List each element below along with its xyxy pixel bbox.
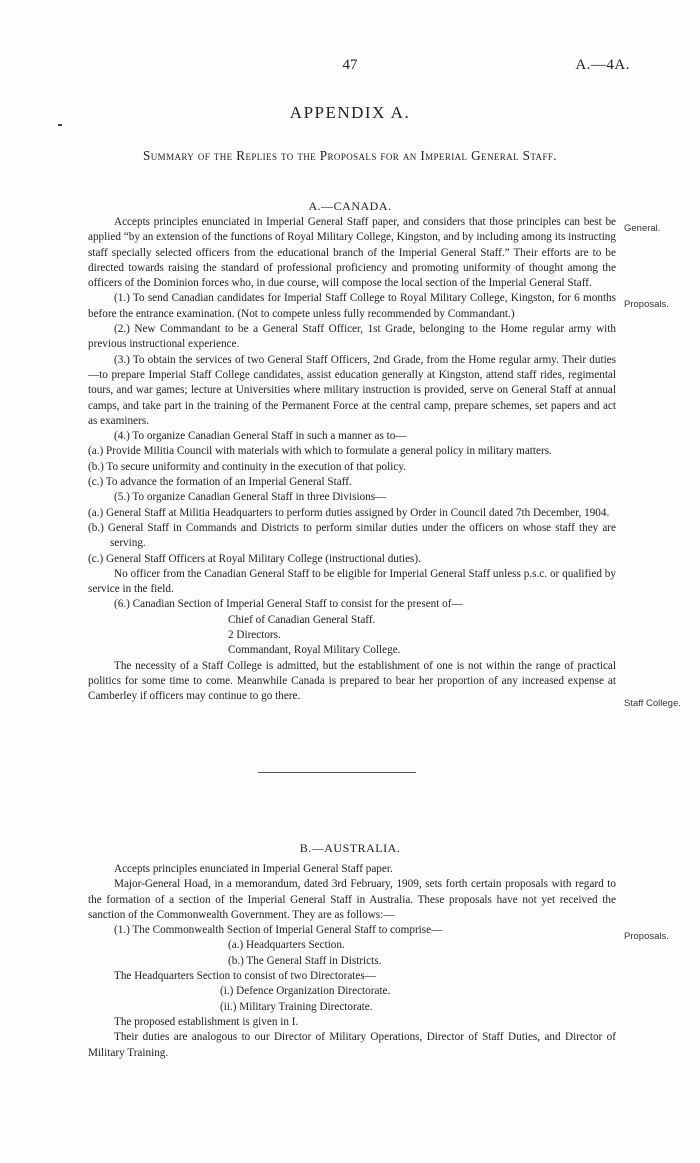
australia-section-item: (b.) The General Staff in Districts.: [228, 954, 382, 967]
australia-section-item: (a.) Headquarters Section.: [228, 939, 345, 952]
margin-note-general: General.: [624, 223, 661, 234]
summary-heading: Summary of the Replies to the Proposals for an Imperial General Staff.: [143, 148, 557, 163]
margin-note-proposals-australia: Proposals.: [624, 931, 669, 942]
australia-body: [88, 862, 616, 1061]
australia-hq: The Headquarters Section to consist of two Directorates—: [114, 970, 376, 983]
canada-proposal-4: (4.) To organize Canadian General Staff in such a manner as to—: [114, 430, 407, 443]
australia-heading: B.—AUSTRALIA.: [299, 841, 401, 855]
canada-proposal-4a: (a.) Provide Militia Council with materials with which to formulate a general policy in military matters.: [88, 445, 552, 458]
canada-intro: Accepts principles enunciated in Imperial General Staff paper, and considers that those principles can best be applied “by an extension of the functions of Royal Military College, Kingston, and by including among its instructing staff specially selected officers from the educational branch of the Imperial General Staff.” Their efforts are to be directed towards raising the standard of professional proficiency and promoting uniformity of thought among the officers of the Dominion forces who, in due course, will compose the local section of the Imperial General Staff.: [88, 216, 616, 290]
canada-proposal-5b: (b.) General Staff in Commands and Districts to perform similar duties under the officers on whose staff they are serving.: [88, 521, 616, 550]
canada-proposal-5: (5.) To organize Canadian General Staff in three Divisions—: [114, 491, 387, 504]
canada-proposal-5a: (a.) General Staff at Militia Headquarters to perform duties assigned by Order in Council dated 7th December, 1904.: [88, 506, 610, 519]
australia-establishment: The proposed establishment is given in I.: [114, 1015, 299, 1028]
australia-intro: Accepts principles enunciated in Imperial General Staff paper.: [114, 863, 393, 875]
canada-proposal-2: (2.) New Commandant to be a General Staff Officer, 1st Grade, belonging to the Home regular army with previous instructional experience.: [88, 323, 616, 351]
document-reference: A.—4A.: [575, 57, 630, 73]
canada-body: [88, 215, 616, 705]
canada-proposal-5c: (c.) General Staff Officers at Royal Military College (instructional duties).: [88, 552, 421, 565]
margin-note-proposals: Proposals.: [624, 299, 669, 310]
canada-heading: A.—CANADA.: [308, 199, 392, 213]
canada-proposal-4c: (c.) To advance the formation of an Imperial General Staff.: [88, 476, 352, 489]
canada-proposal-3: (3.) To obtain the services of two General Staff Officers, 2nd Grade, from the Home regular army. Their duties—to prepare Imperial Staff College candidates, assist education generally at Kingston, attend staff rides, regimental tours, and war games; lecture at Universities where military instruction is provided, serve on General Staff at annual camps, and take part in the training of the Permanent Force at the central camp, prepare schemes, set papers and act as examiners.: [88, 353, 616, 427]
canada-proposal-1: (1.) To send Canadian candidates for Imperial Staff College to Royal Military College, Kingston, for 6 months before the entrance examination. (Not to compete unless fully recommended by Commandant.): [88, 292, 616, 320]
page-number: 47: [342, 57, 358, 73]
australia-directorate-item: (ii.) Military Training Directorate.: [220, 1000, 373, 1013]
canada-section-item: Chief of Canadian General Staff.: [228, 613, 376, 626]
australia-duties: Their duties are analogous to our Director of Military Operations, Director of Staff Duties, and Director of Military Training.: [88, 1031, 616, 1059]
ink-mark: [58, 124, 62, 126]
canada-staff-college: The necessity of a Staff College is admitted, but the establishment of one is not within the range of practical politics for some time to come. Meanwhile Canada is prepared to bear her proportion of any increased expense at Camberley if officers may continue to go there.: [88, 659, 616, 703]
section-divider: [258, 772, 416, 773]
canada-no-officer: No officer from the Canadian General Staff to be eligible for Imperial General Staff unless p.s.c. or qualified by service in the field.: [88, 567, 616, 596]
canada-section-item: Commandant, Royal Military College.: [228, 644, 401, 657]
canada-proposal-6: (6.) Canadian Section of Imperial General Staff to consist for the present of—: [114, 598, 463, 611]
appendix-title: APPENDIX A.: [289, 103, 411, 122]
canada-section-item: 2 Directors.: [228, 629, 281, 642]
canada-proposal-4b: (b.) To secure uniformity and continuity in the execution of that policy.: [88, 460, 406, 473]
australia-hoad: Major-General Hoad, in a memorandum, dated 3rd February, 1909, sets forth certain proposals with regard to the formation of a section of the Imperial General Staff in Australia. These proposals have not yet received the sanction of the Commonwealth Government. They are as follows:—: [88, 878, 616, 921]
margin-note-staff-college: Staff College.: [624, 698, 681, 709]
australia-directorate-item: (i.) Defence Organization Directorate.: [220, 985, 391, 998]
australia-proposal-1: (1.) The Commonwealth Section of Imperial General Staff to comprise—: [114, 924, 443, 937]
